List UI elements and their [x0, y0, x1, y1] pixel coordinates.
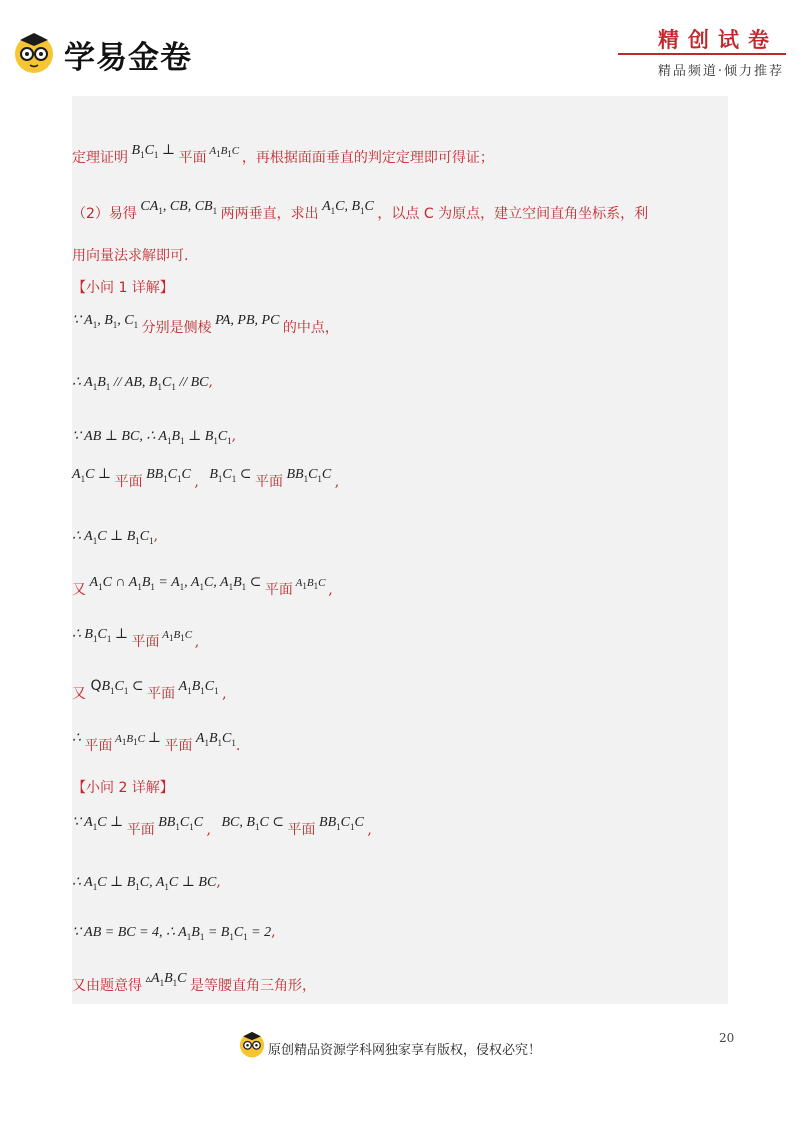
line-perp-plane2: ∴ $B_1C_1$ ⊥ 平面 $^{A_1B_1C}$ , — [72, 627, 200, 650]
copyright-notice: 原创精品资源学科网独家享有版权，侵权必究！ — [268, 1043, 542, 1058]
brand-divider — [618, 53, 786, 55]
line-vector-method: 用向量法求解即可. — [72, 248, 189, 264]
line-p2-perp-plane: ∵ $A_1C$ ⊥ 平面 $BB_1C_1C$ , BC, $B_1C$ ⊂ 平面 $BB_1C_1C$ , — [72, 815, 372, 838]
line-perp2: ∴ $A_1C$ ⊥ $B_1C_1$, — [72, 528, 159, 546]
part1-heading: 【小问 1 详解】 — [72, 280, 174, 296]
line-perp1: ∵ AB ⊥ BC, ∴ $A_1B_1$ ⊥ $B_1C_1$, — [72, 428, 237, 446]
logo — [12, 28, 232, 78]
line-p2-lengths: ∵ AB = BC = 4, ∴ $A_1B_1 = B_1C_1 = 2$, — [72, 924, 276, 942]
brand-title: 精创试卷 — [658, 28, 778, 52]
page-number: 20 — [719, 1031, 735, 1045]
owl-mascot-small-icon — [238, 1030, 266, 1058]
line-p2-perp: ∴ $A_1C$ ⊥ $B_1C$, $A_1C$ ⊥ BC, — [72, 874, 221, 892]
line-intersection: 又 $A_1C$ ∩ $A_1B_1 = A_1$, $A_1C$, $A_1B_1$ ⊂ 平面 $^{A_1B_1C}$ , — [72, 575, 333, 598]
line-perp-plane: $A_1C$ ⊥ 平面 $BB_1C_1C$ , $B_1C_1$ ⊂ 平面 $BB_1C_1C$ , — [72, 467, 340, 490]
line-theorem: 定理证明 $B_1C_1$ ⊥ 平面 $^{A_1B_1C}$ ，再根据面面垂直的判定定理即可得证； — [72, 143, 494, 166]
solution-content — [72, 96, 728, 1004]
line-p2-isosceles: 又由题意得 $▵A_1B_1C$ 是等腰直角三角形， — [72, 971, 316, 994]
logo-text: 学易金卷 — [64, 40, 192, 76]
brand-subtitle: 精品频道·倾力推荐 — [657, 64, 784, 79]
line-part2-hint: （2）易得 $CA_1$, CB, $CB_1$ 两两垂直，求出 $A_1C$, $B_1C$ ，以点 C 为原点，建立空间直角坐标系，利 — [72, 199, 649, 222]
line-midpoints: ∵ $A_1$, $B_1$, $C_1$ 分别是侧棱 PA, PB, PC 的中点， — [72, 313, 339, 336]
owl-mascot-icon — [12, 30, 56, 74]
part2-heading: 【小问 2 详解】 — [72, 780, 174, 796]
line-plane-perp: ∴ 平面 $^{A_1B_1C}$ ⊥ 平面 $A_1B_1C_1$. — [72, 731, 241, 754]
line-subset: 又 $QB_1C_1$ ⊂ 平面 $A_1B_1C_1$ , — [72, 678, 227, 702]
line-parallel: ∴ $A_1B_1$ // AB, $B_1C_1$ // BC, — [72, 374, 213, 392]
